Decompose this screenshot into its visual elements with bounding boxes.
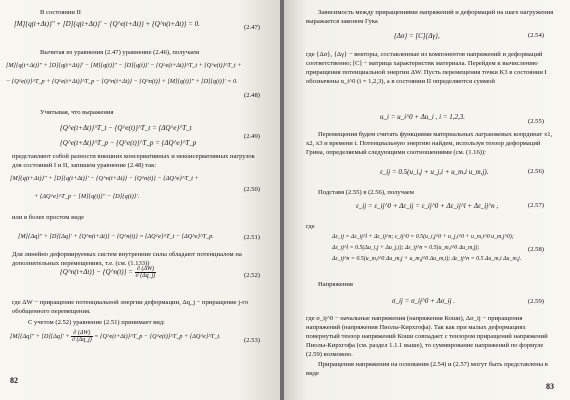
equation-number-2-58: (2.58) [528, 246, 544, 253]
equation-2-50-line2: + {ΔQ^e}^T_p − [M]{q(t)}″ − [D]{q(t)}′. [34, 193, 140, 200]
fraction-denominator: ∂ (Δq_j) [135, 273, 156, 279]
equation-2-53-left: [M]{Δq}″ + [D]{Δq}′ + [10, 332, 70, 340]
paragraph-displacements: Перемещения будем считать функциями материальных лагранжевых координат x1, x2, x3 и времени t. Потенциальную энергию найдем, используя тензор деформаций Грина, определяемый следующими соотношениями (см. (1.16)): [306, 131, 553, 156]
equation-2-49-line2: {Q^e(t+Δt)}^T_p − {Q^e(t)}^T_p = {ΔQ^e}^T_p [60, 139, 197, 147]
paragraph-where-stresses: где σ_ij^0 − начальные напряжения (напряжения Коши), Δσ_ij − приращения напряжений (напряжения Пиолы-Кирхгофа). Так как при малых деформациях повернутый тензор напряжений Коши совпадает с тензором приращений напряжений Пиолы-Кирхгофа (см. раздел 1.1.1 выше), то суммирование напряжений по формуле (2.59) возможно. [306, 315, 548, 358]
paragraph-subtract: Вычитая из уравнения (2.47) уравнение (2.46), получаем [40, 49, 200, 56]
paragraph-linear: Для линейно деформируемых систем внутренние силы обладают потенциалом на дополнительных перемещениях, т.е. (см. (1.133)) [12, 251, 242, 267]
left-page [0, 0, 280, 400]
equation-number-2-56: (2.56) [528, 168, 544, 175]
equation-number-2-51: (2.51) [244, 234, 260, 241]
equation-2-53-fraction [71, 330, 93, 343]
right-page [284, 0, 570, 400]
paragraph-represent: представляют собой разности внешних консервативных и неконсервативных нагрузок для состояний I и II, запишем уравнение (2.48) так: [12, 153, 255, 169]
paragraph-hooke: Зависимость между приращениями напряжений и деформаций на шаге нагружения выражается законом Гука [306, 9, 554, 25]
equation-number-2-54: (2.54) [528, 32, 544, 39]
fraction-numerator: ∂ (ΔW) [135, 266, 157, 273]
equation-number-2-52: (2.52) [244, 272, 260, 279]
fraction-numerator: ∂ (ΔW) [71, 330, 93, 337]
equation-number-2-53: (2.53) [244, 337, 260, 344]
equation-number-2-48: (2.48) [244, 92, 260, 99]
equation-2-47: [M]{q(t+Δt)}″ + [D]{q(t+Δt)}′ − {Q^e(t+Δt)} + {Q^n(t+Δt)} = 0. [14, 20, 200, 28]
equation-2-59: σ_ij = σ_ij^0 + Δσ_ij . [392, 297, 456, 305]
paragraph-considering: С учетом (2.52) уравнение (2.51) принимает вид: [28, 319, 166, 326]
equation-2-48-line1: [M]{q(t+Δt)}″ + [D]{q(t+Δt)}′ − [M]{q(t)}″ − [D]{q(t)}′ − {Q^e(t+Δt)}^T_t + {Q^e(t)}^T_t + [6, 62, 242, 69]
equation-2-58-line2: Δε_ij^l = 0.5(Δu_i,j + Δu_j,i); Δε_ij^n = 0.5(u_m,i^0 Δu_m,j); [332, 245, 480, 251]
equation-2-48-line2: − {Q^e(t)}^T_p + {Q^e(t+Δt)}^T_p − {Q^n(t+Δt)} − {Q^n(t)} + [M]{q(t)}″ + [D]{q(t)}′ = 0. [6, 78, 238, 85]
equation-2-58-line1: Δε_ij = Δε_ij^l + Δε_ij^n; ε_ij^0 = 0.5(u_i,j^0 + u_j,i^0 + u_m,i^0 u_m,j^0); [332, 234, 514, 240]
paragraph-given: Учитывая, что выражения [40, 109, 114, 116]
equation-number-2-50: (2.50) [244, 186, 260, 193]
equation-2-58-line3: Δε_ij^n = 0.5(u_m,i^0 Δu_m,j + u_m,j^0 Δu_m,i); Δε_ij^n = 0.5 Δu_m,i Δu_m,j. [332, 256, 522, 262]
state-heading: В состоянии II [40, 9, 81, 16]
equation-number-2-47: (2.47) [244, 24, 260, 31]
equation-number-2-55: (2.55) [528, 118, 544, 125]
equation-2-49-line1: {Q^e(t+Δt)}^T_t − {Q^e(t)}^T_t = {ΔQ^e}^T_t [60, 124, 192, 132]
equation-2-51: [M]{Δq}″ + [D]{Δq}′ + {Q^n(t+Δt)} − {Q^n(t)} = {ΔQ^e}^T_t − {ΔQ^e}^T_p. [18, 233, 214, 240]
equation-2-57: ε_ij = ε_ij^0 + Δε_ij = ε_ij^0 + Δε_ij^l + Δε_ij^n , [356, 202, 499, 210]
equation-2-56: ε_ij = 0.5(u_i,j + u_j,i + u_m,i u_m,j). [380, 168, 489, 176]
equation-2-50-line1: [M]{q(t+Δt)}″ + [D]{q(t+Δt)}′ − {Q^n(t+Δt)} − {Q^n(t)} − {ΔQ^e}^T_t + [10, 175, 199, 182]
paragraph-increments: Приращения напряжения на основании (2.54) и (2.57) могут быть представлены в виде [306, 361, 548, 377]
equation-2-55: u_i = u_i^0 + Δu_i , i = 1,2,3. [380, 113, 466, 121]
paragraph-stresses: Напряжения [318, 281, 353, 288]
equation-2-54: {Δσ} = [C]{Δγ}, [394, 32, 440, 40]
equation-2-52 [60, 266, 156, 279]
paragraph-substituting: Подставя (2.55) в (2.56), получаем [318, 189, 414, 196]
paragraph-where: где [306, 223, 315, 230]
equation-number-2-49: (2.49) [244, 133, 260, 140]
paragraph-simpler: или в более простом виде [12, 214, 85, 221]
page-number-left: 82 [10, 376, 18, 385]
equation-number-2-57: (2.57) [528, 202, 544, 209]
equation-2-53-right: = {Q^e(t+Δt)}^T_p − {Q^e(t)}^T_p + {ΔQ^e}^T_t. [94, 332, 221, 340]
paragraph-where-vectors: где {Δσ}, {Δγ} − векторы, составленные из компонентов напряжений и деформаций соответственно; [C] − матрица характеристик материала. Перейдем к вычислению приращения потенциальной энергии ΔW. Пусть перемещения точки K3 в состоянии I обозначены u_i^0 (i = 1,2,3), а в состоянии II определяются суммой [306, 51, 547, 85]
paragraph-where-dw: где ΔW − приращение потенциальной энергии деформации, Δq_j − приращение j-го обобщенного перемещения. [12, 299, 249, 315]
equation-2-52-left: {Q^n(t+Δt)} − {Q^n(t)} = [60, 268, 133, 277]
equation-2-52-fraction [135, 266, 157, 279]
fraction-denominator: ∂ (Δq_j) [72, 337, 92, 343]
equation-2-53 [10, 330, 221, 343]
equation-number-2-59: (2.59) [528, 298, 544, 305]
page-number-right: 83 [546, 382, 554, 391]
